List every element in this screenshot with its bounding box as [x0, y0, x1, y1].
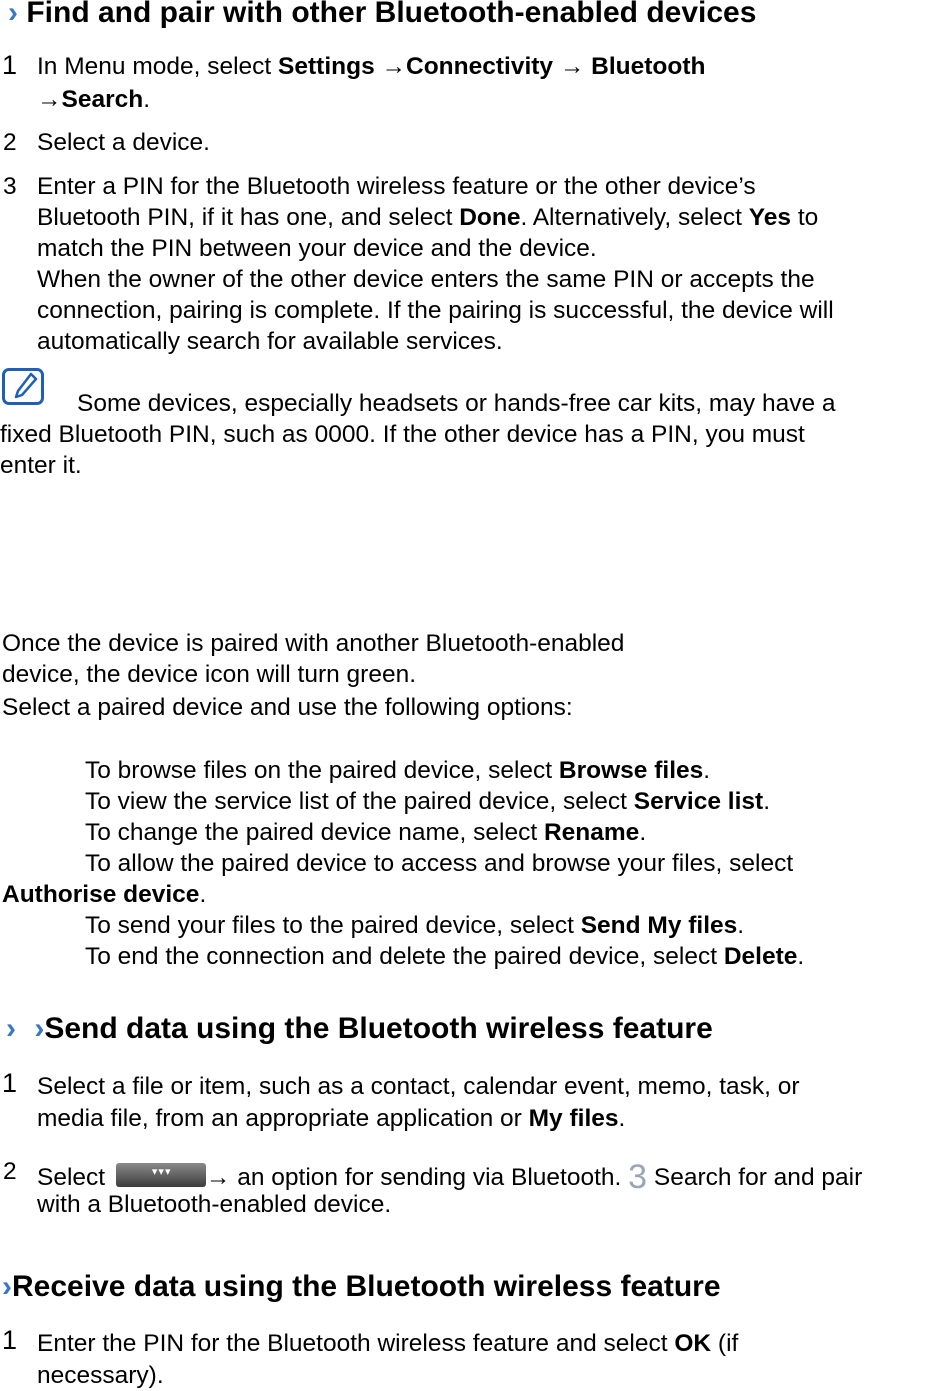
paragraph: Once the device is paired with another Bluetooth-enabled	[2, 630, 625, 657]
chevron-icon: ›	[34, 1012, 45, 1045]
step-text: Bluetooth PIN, if it has one, and select Done. Alternatively, select Yes to	[37, 204, 819, 231]
step-number: 3	[3, 173, 17, 200]
menu-path-settings: Settings	[278, 53, 375, 80]
step-text: Select a file or item, such as a contact, calendar event, memo, task, or	[37, 1073, 800, 1100]
step-text: Enter the PIN for the Bluetooth wireless feature and select OK (if	[37, 1330, 739, 1357]
section-heading-send-data	[6, 1012, 713, 1046]
step-text: with a Bluetooth-enabled device.	[37, 1191, 392, 1218]
menu-path-connectivity: Connectivity	[406, 53, 554, 80]
option-item: To allow the paired device to access and browse your files, select	[85, 850, 794, 877]
heading-text: Find and pair with other Bluetooth-enabled devices	[26, 0, 757, 29]
section-heading-receive-data	[2, 1270, 721, 1304]
note-text: fixed Bluetooth PIN, such as 0000. If the other device has a PIN, you must	[0, 421, 805, 448]
step-text: connection, pairing is complete. If the pairing is successful, the device will	[37, 297, 834, 324]
step-number: 2	[3, 1158, 17, 1185]
heading-text: Receive data using the Bluetooth wireless feature	[12, 1270, 721, 1303]
heading-text: Send data using the Bluetooth wireless feature	[44, 1012, 713, 1045]
step-text: necessary).	[37, 1362, 164, 1389]
option-item: To view the service list of the paired device, select Service list.	[85, 788, 770, 815]
step-text: When the owner of the other device enters the same PIN or accepts the	[37, 266, 815, 293]
menu-path-bluetooth: Bluetooth	[591, 53, 706, 80]
step-text: Select ▾▾▾ → an option for sending via Bluetooth. 3 Search for and pair	[37, 1158, 863, 1196]
step-text: media file, from an appropriate application or My files.	[37, 1105, 626, 1132]
option-item: To send your files to the paired device, select Send My files.	[85, 912, 745, 939]
option-item: To end the connection and delete the paired device, select Delete.	[85, 943, 805, 970]
menu-path-search: Search	[61, 86, 144, 113]
option-item-cont: Authorise device.	[2, 881, 207, 908]
step-text: In Menu mode, select Settings →Connectivity → Bluetooth	[37, 53, 706, 80]
section-heading-find-pair	[8, 0, 756, 30]
step-number: 2	[3, 129, 17, 156]
step-text: match the PIN between your device and the device.	[37, 235, 597, 262]
chevron-icon: ›	[8, 0, 18, 29]
note-text: enter it.	[0, 452, 82, 479]
step-text: automatically search for available services.	[37, 328, 503, 355]
note-pencil-icon	[2, 368, 44, 405]
chevron-icon: ›	[6, 1012, 16, 1045]
step-number: 1	[2, 1068, 18, 1098]
paragraph: Select a paired device and use the following options:	[2, 694, 573, 721]
option-item: To change the paired device name, select Rename.	[85, 819, 647, 846]
step-text-cont: →Search.	[37, 86, 151, 113]
note-text: Some devices, especially headsets or hands-free car kits, may have a	[77, 390, 836, 417]
step-text: Select a device.	[37, 129, 210, 156]
step-text: Enter a PIN for the Bluetooth wireless feature or the other device’s	[37, 173, 756, 200]
more-button-icon: ▾▾▾	[116, 1163, 206, 1187]
chevron-icon: ›	[2, 1270, 12, 1303]
option-item: To browse files on the paired device, select Browse files.	[85, 757, 711, 784]
step-number: 1	[2, 1325, 18, 1355]
step-number: 1	[2, 50, 18, 80]
paragraph: device, the device icon will turn green.	[2, 661, 416, 688]
